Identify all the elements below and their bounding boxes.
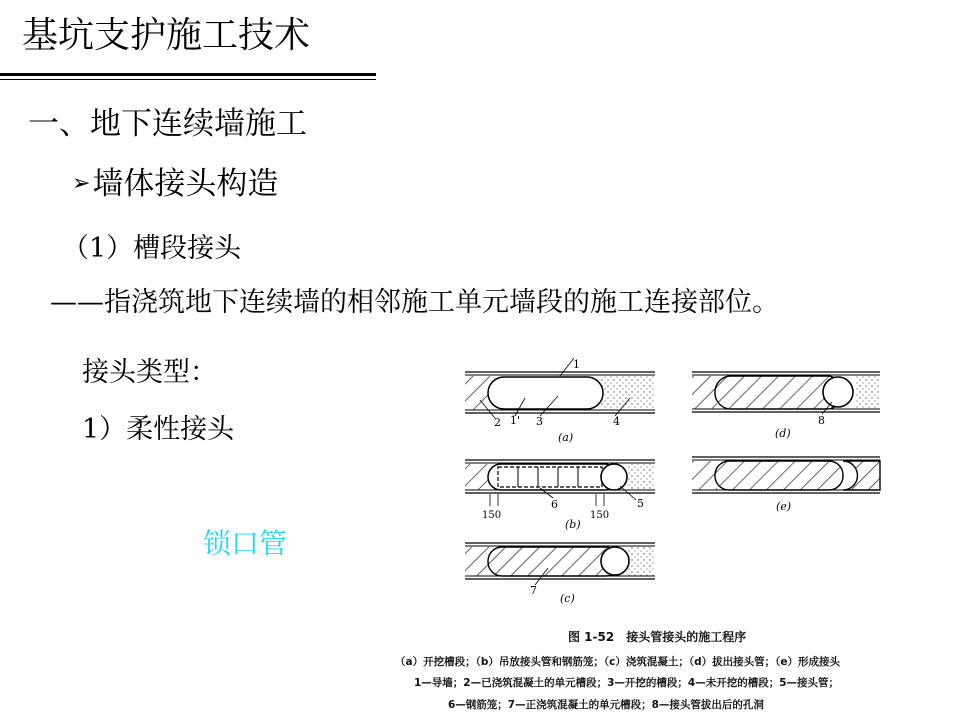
subtopic-heading: （1）槽段接头	[62, 233, 242, 264]
callout-2: 2	[494, 416, 501, 429]
callout-5: 5	[637, 497, 644, 510]
panel-a-label: (a)	[558, 431, 574, 444]
figure-caption-line-3: 6—钢筋笼；7—正浇筑混凝土的单元槽段；8—接头管拔出后的孔洞	[448, 699, 764, 711]
title-divider-thin	[0, 79, 376, 80]
callout-8: 8	[818, 414, 825, 427]
figure-caption-line-2: 1—导墙；2—已浇筑混凝土的单元槽段；3—开挖的槽段；4—未开挖的槽段；5—接头管；	[414, 677, 840, 689]
joint-types-label: 接头类型：	[82, 357, 217, 388]
panel-b	[465, 460, 655, 531]
dim-left: 150	[482, 510, 502, 521]
callout-7: 7	[530, 584, 537, 597]
lock-pipe-label: 锁口管	[203, 527, 288, 560]
panel-b-label: (b)	[565, 518, 581, 531]
slide-title: 基坑支护施工技术	[22, 15, 311, 56]
figure-title: 图 1-52 接头管接头的施工程序	[568, 630, 747, 644]
title-divider-thick	[0, 73, 376, 76]
topic-heading	[72, 164, 278, 204]
callout-3: 3	[536, 415, 543, 428]
section-heading: 一、地下连续墙施工	[28, 106, 307, 142]
callout-1: 1	[573, 358, 580, 371]
callout-4: 4	[613, 415, 620, 428]
topic-label: 墙体接头构造	[92, 166, 279, 202]
callout-6: 6	[551, 498, 558, 511]
bullet-arrow-icon: ➢	[72, 171, 91, 196]
panel-c	[465, 543, 655, 605]
panel-e	[692, 457, 880, 513]
panel-d	[692, 372, 880, 440]
dim-right: 150	[590, 510, 610, 521]
flexible-joint-label: 1）柔性接头	[82, 414, 235, 445]
panel-c-label: (c)	[560, 592, 575, 605]
panel-d-label: (d)	[775, 427, 791, 440]
panel-a	[465, 358, 655, 444]
definition-text: ——指浇筑地下连续墙的相邻施工单元墙段的施工连接部位。	[50, 287, 779, 318]
callout-1-prime: 1'	[510, 414, 521, 427]
panel-e-label: (e)	[776, 500, 792, 513]
figure-caption-line-1: （a）开挖槽段；（b）吊放接头管和钢筋笼；（c）浇筑混凝土；（d）拔出接头管；（e）形成接头	[395, 656, 840, 668]
